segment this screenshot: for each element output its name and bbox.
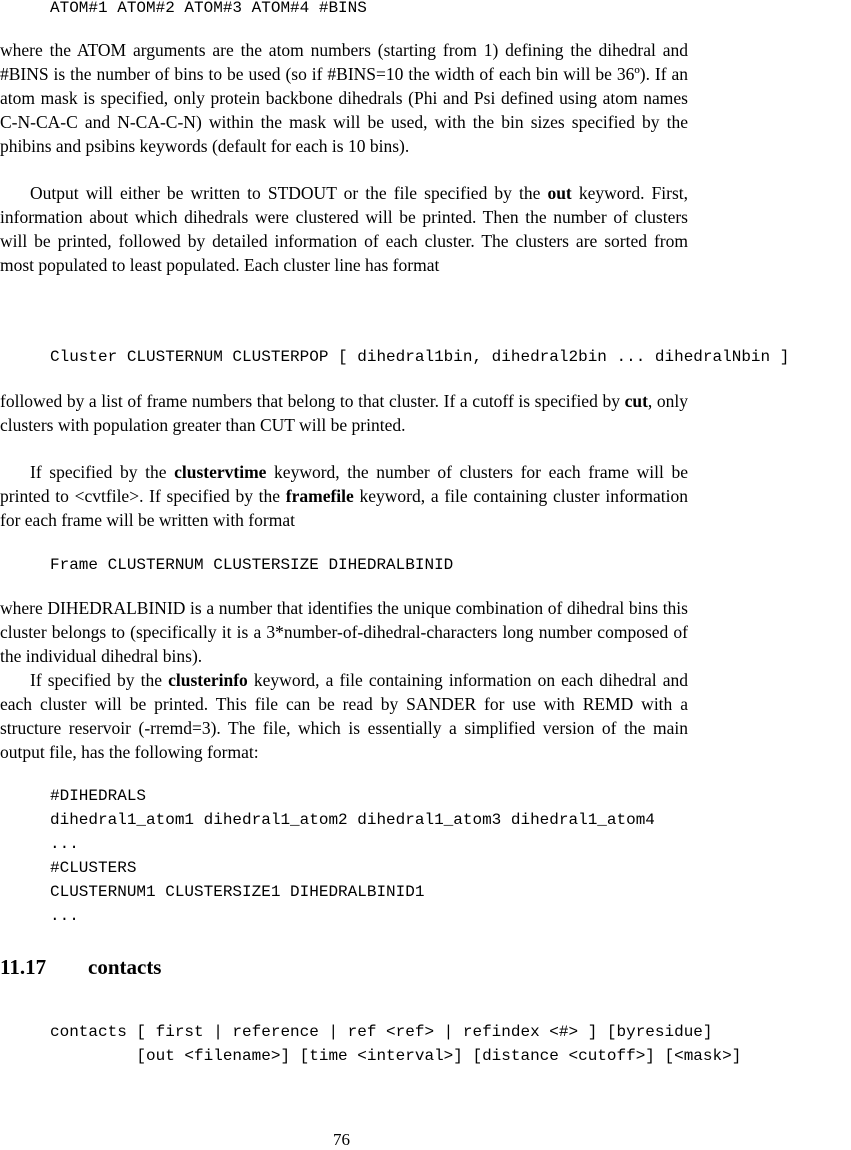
section-title: contacts [88,955,162,979]
keyword-framefile: framefile [285,486,354,506]
keyword-clusterinfo: clusterinfo [168,670,248,690]
code-line: CLUSTERNUM1 CLUSTERSIZE1 DIHEDRALBINID1 [50,883,425,901]
paragraph-clustervtime: If specified by the clustervtime keyword, the number of clusters for each frame will be printed to <cvtfile>. If specified by the framefile keyword, a file containing cluster information for each frame will be written with format [0,462,688,530]
paragraph-frame-list: followed by a list of frame numbers that belong to that cluster. If a cutoff is specified by cut, only clusters with population greater than CUT will be printed. [0,391,688,435]
code-cluster-line: Cluster CLUSTERNUM CLUSTERPOP [ dihedral1bin, dihedral2bin ... dihedralNbin ] [50,348,790,366]
keyword-clustervtime: clustervtime [174,462,267,482]
paragraph-clusterinfo: If specified by the clusterinfo keyword, a file containing information on each dihedral and each cluster will be printed. This file can be read by SANDER for use with REMD with a structure reservoir (-rremd=3). The file, which is essentially a simplified version of the main output file, has the following format: [0,670,689,762]
code-line: contacts [ first | reference | ref <ref> | refindex <#> ] [byresidue] [50,1023,713,1041]
code-atom-line: ATOM#1 ATOM#2 ATOM#3 ATOM#4 #BINS [50,0,367,17]
keyword-cut: cut [624,391,648,411]
keyword-out: out [547,183,572,203]
code-frame-line: Frame CLUSTERNUM CLUSTERSIZE DIHEDRALBINID [50,556,454,574]
section-heading [0,955,161,980]
code-contacts-syntax [50,1020,741,1068]
code-line: ... [50,835,79,853]
paragraph-dihedralbinid: where DIHEDRALBINID is a number that identifies the unique combination of dihedral bins this cluster belongs to (specifically it is a 3*number-of-dihedral-characters long number composed of the individual dihedral bins). [0,598,688,666]
paragraph-output: Output will either be written to STDOUT or the file specified by the out keyword. First, information about which dihedrals were clustered will be printed. Then the number of clusters will be printed, followed by detailed information of each cluster. The clusters are sorted from most populated to least populated. Each cluster line has format [0,183,689,275]
page-number: 76 [333,1130,350,1149]
code-line: ... [50,907,79,925]
code-line: [out <filename>] [time <interval>] [distance <cutoff>] [<mask>] [50,1047,742,1065]
code-clusterinfo-format [50,784,655,928]
section-number: 11.17 [0,955,47,979]
code-line: #DIHEDRALS [50,787,147,805]
code-line: #CLUSTERS [50,859,137,877]
code-line: dihedral1_atom1 dihedral1_atom2 dihedral1_atom3 dihedral1_atom4 [50,811,655,829]
paragraph-atom-arguments: where the ATOM arguments are the atom numbers (starting from 1) defining the dihedral and #BINS is the number of bins to be used (so if #BINS=10 the width of each bin will be 36º). If an atom mask is specified, only protein backbone dihedrals (Phi and Psi defined using atom names C-N-CA-C and N-CA-C-N) within the mask will be used, with the bin sizes specified by the phibins and psibins keywords (default for each is 10 bins). [0,40,688,156]
